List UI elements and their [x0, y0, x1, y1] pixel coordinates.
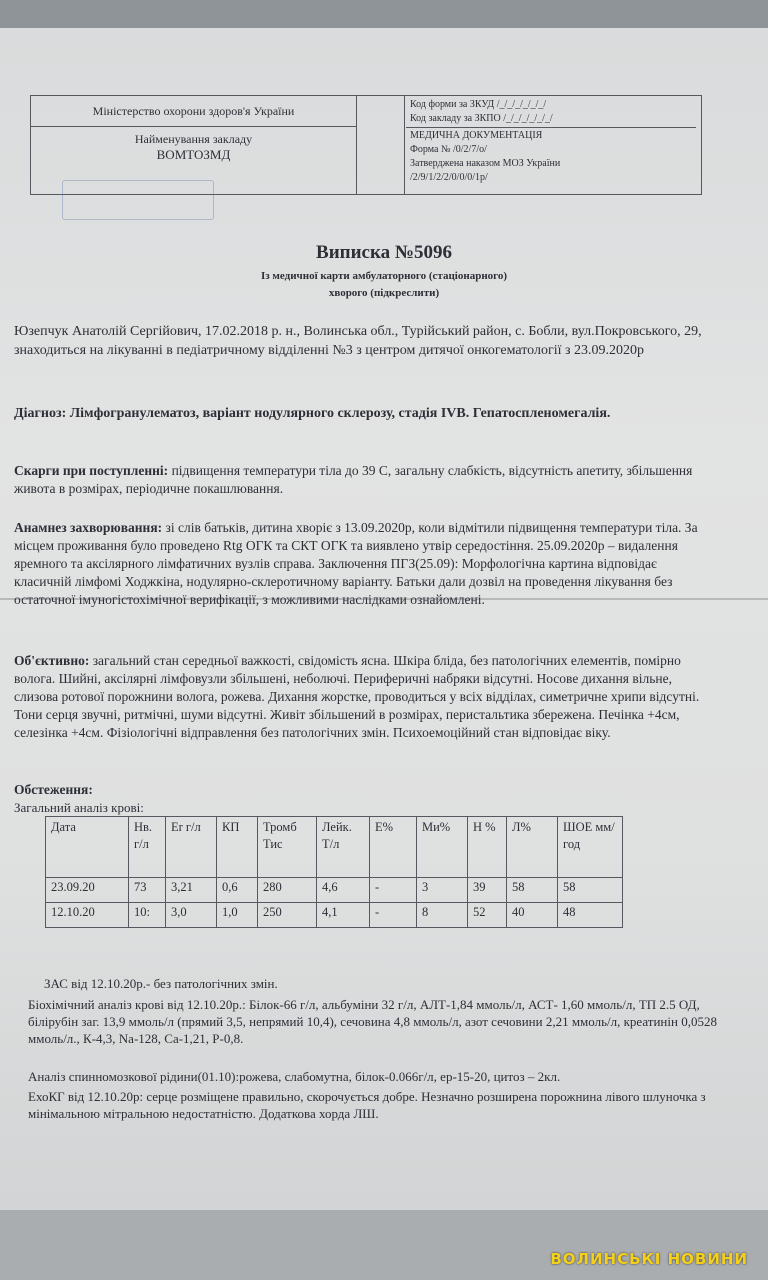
patient-info: Юзепчук Анатолій Сергійович, 17.02.2018 р. н., Волинська обл., Турійський район, с. Бобли, вул.Покровського, 29, знаходиться на лікуванні в педіатричному відділенні №3 з центром дитячої онкогематології з 23.09.2020р — [14, 324, 702, 358]
photo-background-bottom — [0, 1210, 768, 1280]
col-header: Лейк. Т/л — [317, 817, 370, 878]
complaints-label: Скарги при поступленні: — [14, 463, 169, 478]
approved-code: /2/9/1/2/2/0/0/0/1р/ — [410, 172, 488, 183]
table-cell: 1,0 — [217, 903, 258, 928]
col-header: КП — [217, 817, 258, 878]
approved-by-label: Затверджена наказом МОЗ України — [410, 158, 561, 169]
table-cell: 58 — [558, 878, 623, 903]
diagnosis-label: Діагноз: — [14, 406, 67, 421]
objective-label: Об'єктивно: — [14, 653, 90, 668]
header-right-block — [406, 98, 696, 185]
col-header: Л% — [507, 817, 558, 878]
header-gap-cell — [356, 96, 405, 194]
document-title: Виписка №5096 — [316, 242, 452, 263]
table-cell: 48 — [558, 903, 623, 928]
cbc-label: Загальний аналіз крові: — [14, 800, 144, 815]
table-cell: - — [370, 878, 417, 903]
col-header: Тромб Тис — [258, 817, 317, 878]
anamnesis-label: Анамнез захворювання: — [14, 520, 163, 535]
objective-exam — [14, 652, 714, 742]
diagnosis-text: Лімфогранулематоз, варіант нодулярного склерозу, стадія IVB. Гепатоспленомегалія. — [69, 406, 611, 421]
col-header: Er г/л — [166, 817, 217, 878]
biochemistry-result: Біохімічний аналіз крові від 12.10.20р.: Білок-66 г/л, альбуміни 32 г/л, АЛТ-1,84 ммоль/л, АСТ- 1,60 ммоль/л, ТП 2.5 ОД, білірубін заг. 13,9 ммоль/л (прямий 3,5, непрямий 10,4), сечовина 4,8 ммоль/л, азот сечовини 2,21 ммоль/л, креатинін 0,0528 ммоль/л., К-4,3, Na-128, Ca-1,21, P-0,8. — [28, 997, 717, 1046]
table-cell: 4,6 — [317, 878, 370, 903]
table-cell: 39 — [468, 878, 507, 903]
medical-documentation-label: МЕДИЧНА ДОКУМЕНТАЦІЯ — [410, 130, 543, 141]
table-cell: 3 — [417, 878, 468, 903]
header-divider — [406, 127, 696, 128]
code-zkpo: Код закладу за ЗКПО /_/_/_/_/_/_/ — [410, 113, 553, 124]
table-cell: 250 — [258, 903, 317, 928]
table-cell: - — [370, 903, 417, 928]
form-number: Форма № /0/2/7/о/ — [410, 144, 487, 155]
institution-block — [31, 127, 356, 163]
table-cell: 280 — [258, 878, 317, 903]
col-header: ШОЕ мм/год — [558, 817, 623, 878]
csf-result: Аналіз спинномозкової рідини(01.10):рожева, слабомутна, білок-0.066г/л, ер-15-20, цитоз – 2кл. — [28, 1069, 561, 1084]
col-header: Ми% — [417, 817, 468, 878]
institution-name: ВОМТОЗМД — [156, 147, 231, 162]
anamnesis-text: зі слів батьків, дитина хворіє з 13.09.2020р, коли відмітили підвищення температури тіла. За місцем проживання було проведено Rtg ОГК та СКТ ОГК та виявлено утвір середостіння. 25.09.2020р – видалення яремного та аксілярного лімфатичних вузлів справа. Заключення ПГЗ(25.09): Морфологічна картина відповідає класичній лімфомі Ходжкіна, нодулярно-склеротичному варіанту. Батьки дали дозвіл на проведення лікування без остаточної імуногістохімічної верифікації, з можливими наслідками ознайомлені. — [14, 520, 698, 607]
table-row — [46, 878, 623, 903]
table-cell: 0,6 — [217, 878, 258, 903]
zas-result: ЗАС від 12.10.20р.- без патологічних змін. — [44, 976, 278, 991]
col-header: Нв. г/л — [129, 817, 166, 878]
blood-test-table — [45, 816, 623, 928]
table-row — [46, 903, 623, 928]
ministry-label: Міністерство охорони здоров'я України — [31, 96, 356, 127]
anamnesis — [14, 519, 714, 609]
col-header: Е% — [370, 817, 417, 878]
table-cell: 73 — [129, 878, 166, 903]
table-cell: 3,0 — [166, 903, 217, 928]
echo-result: ЕхоКГ від 12.10.20р: серце розміщене правильно, скорочується добре. Незначно розширена порожнина лівого шлуночка з мінімальною мітральною недостатністю. Додаткова хорда ЛШ. — [28, 1089, 706, 1121]
document-subtitle: Із медичної карти амбулаторного (стаціонарного) — [260, 270, 508, 282]
watermark-logo: ВОЛИНСЬКІ НОВИНИ — [550, 1250, 748, 1268]
code-zkud: Код форми за ЗКУД /_/_/_/_/_/_/ — [410, 99, 547, 110]
diagnosis — [14, 404, 714, 423]
table-cell: 12.10.20 — [46, 903, 129, 928]
table-cell: 58 — [507, 878, 558, 903]
col-header: Дата — [46, 817, 129, 878]
photo-background-top — [0, 0, 768, 28]
table-cell: 40 — [507, 903, 558, 928]
table-cell: 4,1 — [317, 903, 370, 928]
table-cell: 3,21 — [166, 878, 217, 903]
table-cell: 23.09.20 — [46, 878, 129, 903]
table-header-row — [46, 817, 623, 878]
faded-stamp — [62, 180, 214, 220]
document-subtitle-2: хворого (підкреслити) — [328, 287, 440, 299]
col-header: Н % — [468, 817, 507, 878]
institution-label: Найменування закладу — [134, 132, 253, 146]
table-cell: 8 — [417, 903, 468, 928]
table-cell: 52 — [468, 903, 507, 928]
complaints-text: підвищення температури тіла до 39 С, загальну слабкість, відсутність апетиту, збільшення живота в розмірах, періодичне покашлювання. — [14, 463, 693, 496]
exam-heading: Обстеження: — [14, 782, 93, 797]
objective-text: загальний стан середньої важкості, свідомість ясна. Шкіра бліда, без патологічних елементів, помірно волога. Шийні, аксілярні лімфовузли збільшені, неболючі. Периферичні набряки відсутні. Носове дихання вільне, слизова ротової порожнини волога, рожева. Дихання жорстке, проводиться у всіх відділах, симетричне хрипи відсутні. Тони серця звучні, ритмічні, шуми відсутні. Живіт збільшений в розмірах, перистальтика збережена. Печінка +4см, селезінка +4см. Фізіологічні відправлення без патологічних змін. Психоемоційний стан відповідає віку. — [14, 653, 700, 740]
table-cell: 10: — [129, 903, 166, 928]
complaints — [14, 462, 714, 498]
